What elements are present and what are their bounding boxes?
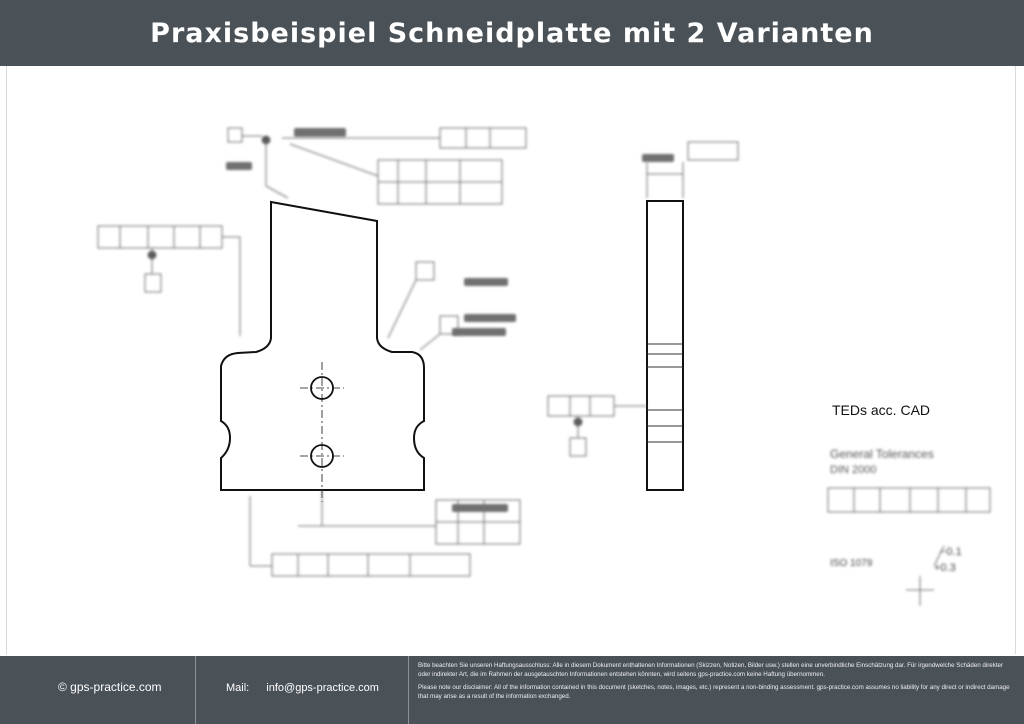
gps-annotations-blurred	[98, 128, 990, 606]
copyright-text: © gps-practice.com	[58, 680, 162, 694]
footer-bar	[0, 656, 1024, 724]
tolerance-upper: −0.1	[940, 546, 962, 558]
drawing-area	[0, 66, 1024, 656]
header-bar	[0, 0, 1024, 66]
mail-label: Mail:	[226, 682, 250, 694]
tolerance-lower: +0.3	[934, 562, 956, 574]
centre-lines	[300, 362, 344, 502]
disclaimer-english: Please note our disclaimer: All of the information contained in this document (sketches, notes, images, etc.) represent a non-binding assessment. gps-practice.com assumes no liability for any direct or indirect damage that may arise as a result of the information exchanged.	[418, 684, 1010, 700]
side-view-lines	[647, 344, 683, 442]
gps-annotation-text-blurred	[226, 128, 674, 512]
general-tolerances-standard: DIN 2000	[830, 464, 877, 476]
disclaimer	[418, 662, 1014, 706]
teds-note: TEDs acc. CAD	[832, 402, 931, 418]
contact-mail	[226, 682, 393, 694]
footer-divider-2	[408, 656, 409, 724]
page-title: Praxisbeispiel Schneidplatte mit 2 Varianten	[150, 17, 874, 49]
disclaimer-german: Bitte beachten Sie unseren Haftungsausschluss: Alle in diesem Dokument enthaltenen Informationen (Skizzen, Notizen, Bilder usw.) stellen eine unverbindliche Einschätzung dar. Für irgendwelche Schäden direkter oder indirekter Art, die im Rahmen der ausgetauschten Informationen entstehen könnten, wird seitens gps-practice.com keine Haftung übernommen.	[418, 662, 1004, 678]
iso-label: ISO 1079	[830, 558, 873, 569]
footer-divider-1	[195, 656, 196, 724]
insert-front-outline	[221, 202, 424, 490]
general-tolerances-title: General Tolerances	[830, 447, 934, 461]
insert-side-view	[647, 201, 683, 490]
mail-address-link[interactable]: info@gps-practice.com	[266, 682, 379, 694]
